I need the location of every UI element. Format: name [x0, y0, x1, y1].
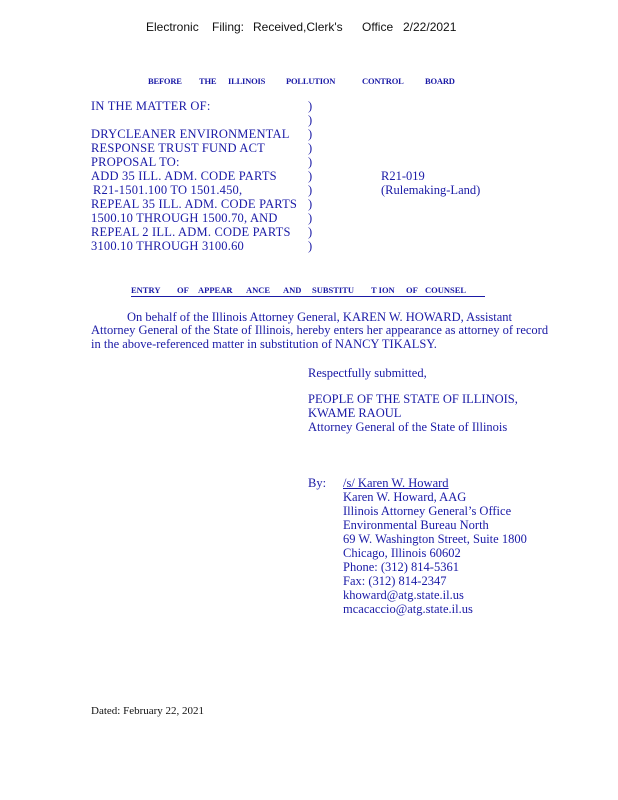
entry-word-substitu: SUBSTITU	[312, 285, 355, 295]
filing-electronic: Electronic	[146, 20, 199, 34]
caption-line-4: RESPONSE TRUST FUND ACT	[91, 141, 265, 155]
signature-email-2[interactable]: mcacaccio@atg.state.il.us	[343, 602, 473, 616]
by-label: By:	[308, 476, 327, 490]
caption-paren: )	[308, 113, 313, 127]
dated-line: Dated: February 22, 2021	[91, 705, 205, 717]
docket-number: R21-019	[381, 169, 425, 183]
caption-paren: )	[308, 169, 313, 183]
signature-email-1[interactable]: khoward@atg.state.il.us	[343, 588, 464, 602]
caption-paren: )	[308, 155, 313, 169]
entry-word-of-2: OF	[406, 285, 418, 295]
attorney-general-title: Attorney General of the State of Illinois	[308, 420, 508, 434]
entry-word-and: AND	[283, 285, 302, 295]
board-word-illinois: ILLINOIS	[228, 76, 266, 86]
caption-line-11: 3100.10 THROUGH 3100.60	[91, 239, 244, 253]
respectfully-submitted: Respectfully submitted,	[308, 366, 427, 380]
body-line-3: in the above-referenced matter in substitution of NANCY TIKALSY.	[91, 337, 437, 351]
filing-received: Received,Clerk's	[253, 20, 343, 34]
caption-paren: )	[308, 211, 313, 225]
caption-line-9: 1500.10 THROUGH 1500.70, AND	[91, 211, 278, 225]
board-word-pollution: POLLUTION	[286, 76, 336, 86]
caption-paren: )	[308, 197, 313, 211]
entry-title-underline	[131, 296, 485, 297]
board-word-the: THE	[199, 76, 217, 86]
caption-line-1: IN THE MATTER OF:	[91, 99, 211, 113]
entry-word-ance: ANCE	[246, 285, 271, 295]
signature-fax: Fax: (312) 814-2347	[343, 574, 447, 588]
signature-phone: Phone: (312) 814-5361	[343, 560, 459, 574]
board-word-before: BEFORE	[148, 76, 182, 86]
entry-word-counsel: COUNSEL	[425, 285, 467, 295]
filing-label: Filing:	[212, 20, 245, 34]
entry-word-tion: T ION	[371, 285, 395, 295]
entry-word-entry: ENTRY	[131, 285, 161, 295]
people-of-state: PEOPLE OF THE STATE OF ILLINOIS,	[308, 392, 518, 406]
board-word-control: CONTROL	[362, 76, 404, 86]
filing-date: 2/22/2021	[403, 20, 457, 34]
body-line-1: On behalf of the Illinois Attorney General, KAREN W. HOWARD, Assistant	[127, 310, 513, 324]
body-line-2: Attorney General of the State of Illinois, hereby enters her appearance as attorney of record	[91, 323, 549, 337]
caption-line-10: REPEAL 2 ILL. ADM. CODE PARTS	[91, 225, 291, 239]
caption-paren: )	[308, 225, 313, 239]
signature-line: /s/ Karen W. Howard	[343, 476, 449, 490]
signature-name: Karen W. Howard, AAG	[343, 490, 467, 504]
signature-street: 69 W. Washington Street, Suite 1800	[343, 532, 527, 546]
caption-paren: )	[308, 239, 313, 253]
signature-city: Chicago, Illinois 60602	[343, 546, 461, 560]
caption-paren: )	[308, 99, 313, 113]
signature-bureau: Environmental Bureau North	[343, 518, 489, 532]
filing-office: Office	[362, 20, 394, 34]
caption-line-5: PROPOSAL TO:	[91, 155, 180, 169]
entry-word-of: OF	[177, 285, 189, 295]
caption-line-6: ADD 35 ILL. ADM. CODE PARTS	[91, 169, 277, 183]
caption-paren: )	[308, 127, 313, 141]
signature-office: Illinois Attorney General’s Office	[343, 504, 512, 518]
caption-paren: )	[308, 183, 313, 197]
caption-paren: )	[308, 141, 313, 155]
board-word-board: BOARD	[425, 76, 455, 86]
caption-line-3: DRYCLEANER ENVIRONMENTAL	[91, 127, 290, 141]
kwame-raoul: KWAME RAOUL	[308, 406, 402, 420]
caption-line-8: REPEAL 35 ILL. ADM. CODE PARTS	[91, 197, 298, 211]
docket-type: (Rulemaking-Land)	[381, 183, 481, 197]
caption-line-7: R21-1501.100 TO 1501.450,	[93, 183, 243, 197]
entry-word-appear: APPEAR	[198, 285, 233, 295]
